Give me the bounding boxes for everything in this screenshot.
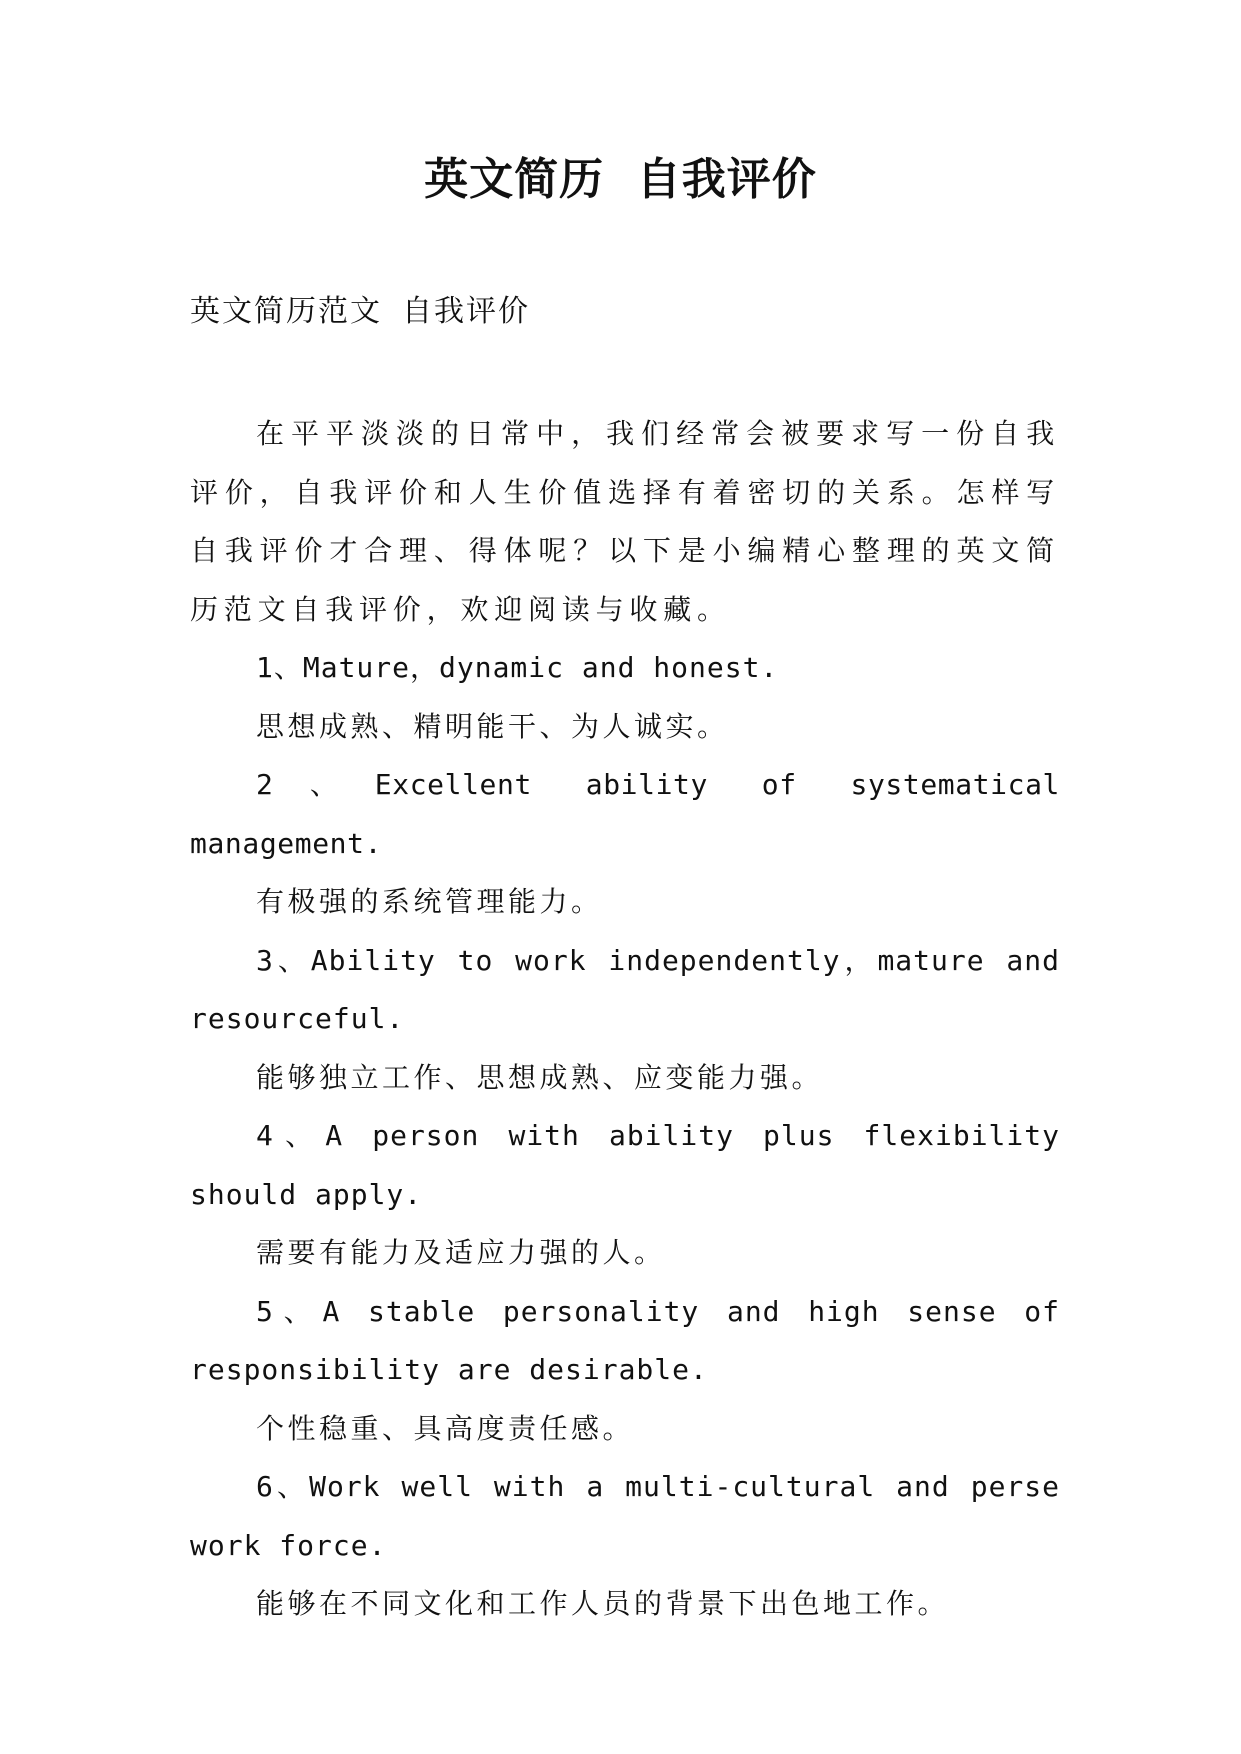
- item-4-chinese: 需要有能力及适应力强的人。: [256, 1236, 666, 1269]
- item-6-chinese: 能够在不同文化和工作人员的背景下出色地工作。: [256, 1587, 950, 1620]
- item-1-chinese: 思想成熟、精明能干、为人诚实。: [256, 709, 729, 743]
- item-1-english: 1、Mature，dynamic and honest.: [256, 651, 779, 684]
- item-5-english: 5、A stable personality and high sense of responsibility are desirable.: [190, 1294, 1060, 1386]
- item-3-english: 3、Ability to work independently，mature and resourceful.: [190, 943, 1060, 1035]
- item-6-english: 6、Work well with a multi-cultural and perse work force.: [190, 1470, 1060, 1562]
- item-3-chinese: 能够独立工作、思想成熟、应变能力强。: [256, 1060, 824, 1094]
- intro-paragraph: 在平平淡淡的日常中，我们经常会被要求写一份自我评价，自我评价和人生价值选择有着密切的关系。怎样写自我评价才合理、得体呢？以下是小编精心整理的英文简历范文自我评价，欢迎阅读与收藏。: [190, 417, 1060, 626]
- document-title: 英文简历 自我评价: [424, 154, 817, 205]
- item-4-english: 4、A person with ability plus flexibility should apply.: [190, 1119, 1060, 1211]
- document-subtitle: 英文简历范文 自我评价: [190, 294, 531, 329]
- item-5-chinese: 个性稳重、具高度责任感。: [256, 1411, 635, 1445]
- item-2-english: 2、Excellent ability of systematical management.: [190, 768, 1060, 860]
- document-body: [190, 405, 1060, 1634]
- item-2-chinese: 有极强的系统管理能力。: [256, 885, 603, 918]
